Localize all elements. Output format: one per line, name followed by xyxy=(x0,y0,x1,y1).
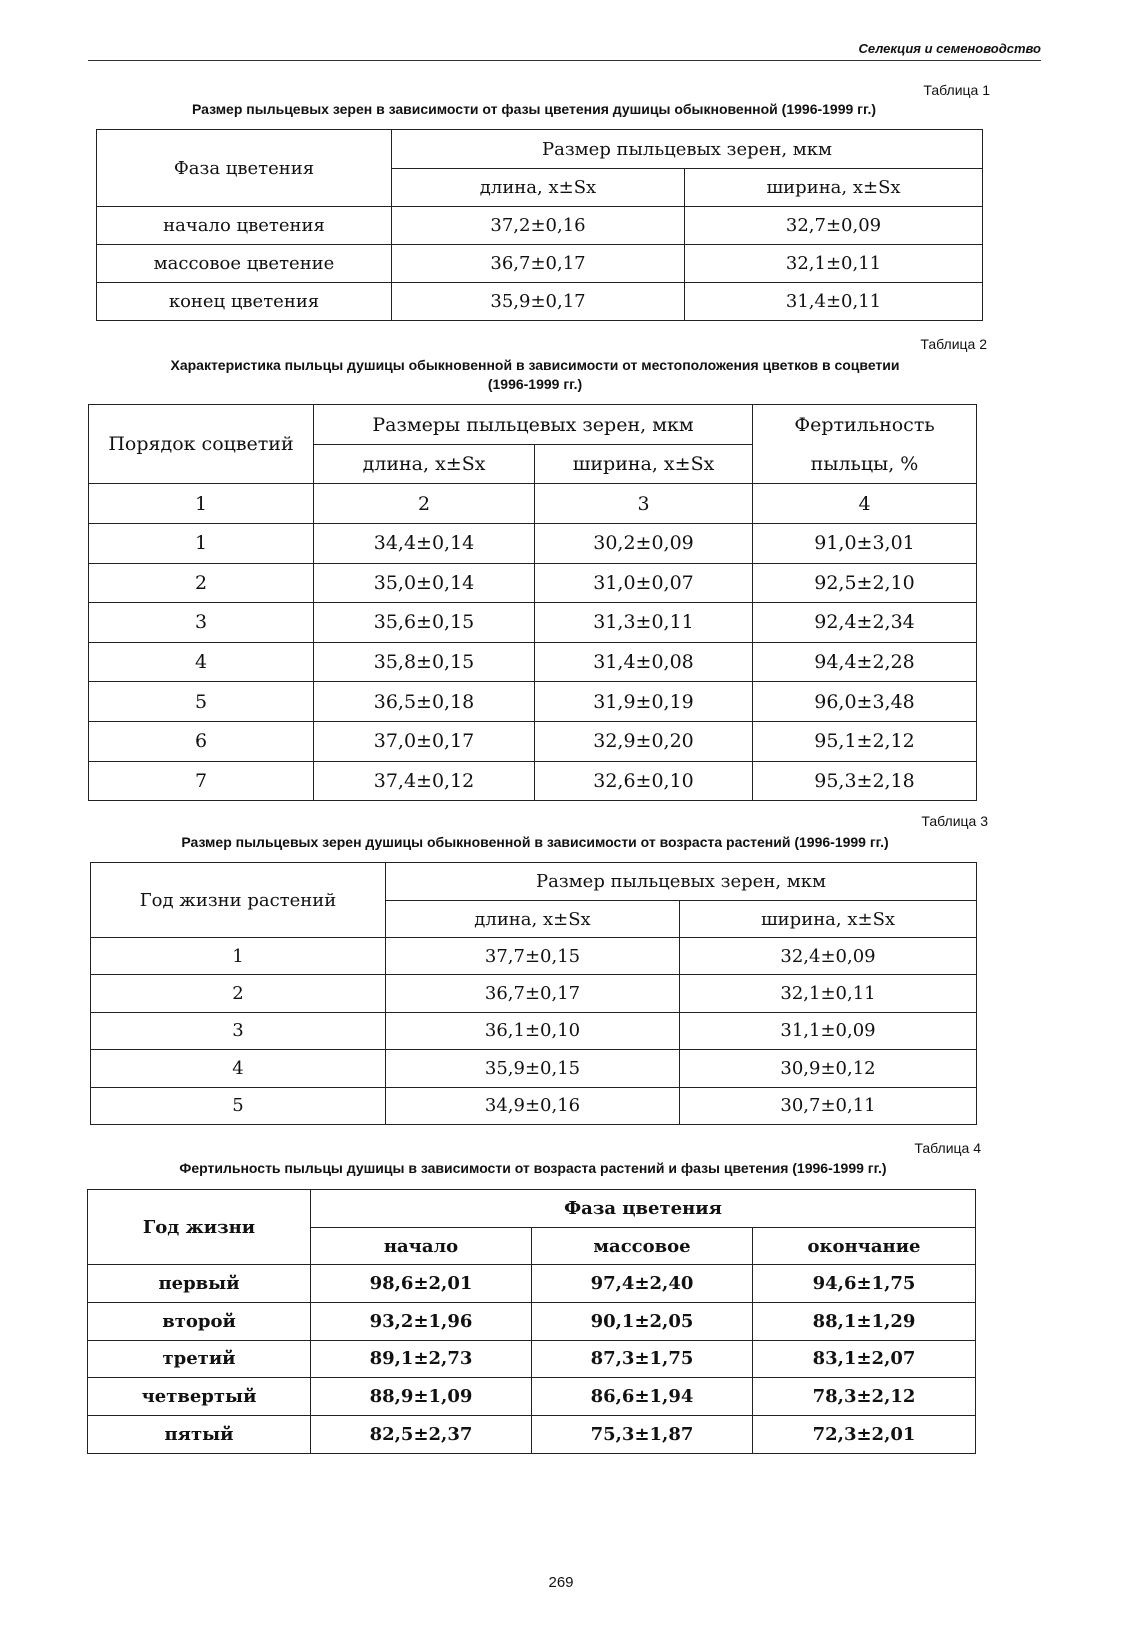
table1-header-phase: Фаза цветения xyxy=(97,130,392,207)
table-row xyxy=(89,603,977,643)
table-row xyxy=(97,207,983,245)
table2-cell-order: 3 xyxy=(89,603,314,643)
table-row xyxy=(91,1050,977,1087)
table3-label: Таблица 3 xyxy=(921,813,988,829)
table4 xyxy=(87,1189,976,1454)
table2-title-line1: Характеристика пыльцы душицы обыкновенной в зависимости от местоположения цветков в соцветии xyxy=(170,357,900,373)
table3 xyxy=(90,862,977,1125)
table2-cell-order: 6 xyxy=(89,721,314,761)
table4-cell-mass: 86,6±1,94 xyxy=(532,1378,753,1416)
table4-cell-start: 93,2±1,96 xyxy=(311,1302,532,1340)
table2-header-fertility-line2: пыльцы, % xyxy=(753,445,977,484)
table2-cell-order: 2 xyxy=(89,563,314,603)
table4-cell-end: 94,6±1,75 xyxy=(753,1265,976,1303)
table-row xyxy=(89,761,977,801)
table2-header-width: ширина, x±Sx xyxy=(535,445,753,484)
table4-cell-mass: 90,1±2,05 xyxy=(532,1302,753,1340)
table2-cell-width: 30,2±0,09 xyxy=(535,524,753,564)
table3-cell-length: 36,1±0,10 xyxy=(386,1012,680,1049)
table1-header-width: ширина, x±Sx xyxy=(685,169,983,207)
table2-cell-width: 31,0±0,07 xyxy=(535,563,753,603)
table1 xyxy=(96,129,983,321)
table2-cell-width: 32,6±0,10 xyxy=(535,761,753,801)
table2-cell-fertility: 91,0±3,01 xyxy=(753,524,977,564)
table-row xyxy=(89,642,977,682)
table4-cell-year: первый xyxy=(88,1265,311,1303)
table4-cell-end: 72,3±2,01 xyxy=(753,1416,976,1454)
table3-cell-length: 34,9±0,16 xyxy=(386,1087,680,1124)
table-row xyxy=(89,484,977,524)
table3-cell-year: 4 xyxy=(91,1050,386,1087)
table2-cell-length: 35,6±0,15 xyxy=(314,603,535,643)
table-row xyxy=(91,975,977,1012)
table3-cell-length: 36,7±0,17 xyxy=(386,975,680,1012)
table-row xyxy=(89,563,977,603)
table1-cell-phase: конец цветения xyxy=(97,283,392,321)
table2-colnum: 3 xyxy=(535,484,753,524)
table-row xyxy=(91,1087,977,1124)
table4-cell-start: 88,9±1,09 xyxy=(311,1378,532,1416)
table3-header-year: Год жизни растений xyxy=(91,863,386,938)
table4-cell-start: 98,6±2,01 xyxy=(311,1265,532,1303)
table4-header-phase: Фаза цветения xyxy=(311,1190,976,1228)
table4-cell-start: 89,1±2,73 xyxy=(311,1340,532,1378)
table2-header-fertility-line1: Фертильность xyxy=(753,405,977,445)
table3-cell-width: 30,9±0,12 xyxy=(680,1050,977,1087)
table-row xyxy=(97,283,983,321)
table4-cell-end: 83,1±2,07 xyxy=(753,1340,976,1378)
table4-cell-year: пятый xyxy=(88,1416,311,1454)
table-row xyxy=(88,1378,976,1416)
table3-header-length: длина, x±Sx xyxy=(386,901,680,938)
table2-cell-order: 7 xyxy=(89,761,314,801)
table3-cell-width: 31,1±0,09 xyxy=(680,1012,977,1049)
table2-cell-fertility: 94,4±2,28 xyxy=(753,642,977,682)
table2-cell-width: 32,9±0,20 xyxy=(535,721,753,761)
table-row xyxy=(88,1302,976,1340)
page-number: 269 xyxy=(548,1574,574,1591)
table2-label: Таблица 2 xyxy=(920,336,987,352)
table2-cell-length: 36,5±0,18 xyxy=(314,682,535,722)
table2-header-length: длина, x±Sx xyxy=(314,445,535,484)
table1-cell-length: 37,2±0,16 xyxy=(392,207,685,245)
table2-cell-fertility: 92,4±2,34 xyxy=(753,603,977,643)
table3-cell-year: 3 xyxy=(91,1012,386,1049)
table1-cell-length: 36,7±0,17 xyxy=(392,245,685,283)
table3-cell-width: 30,7±0,11 xyxy=(680,1087,977,1124)
table-row xyxy=(89,682,977,722)
table-row xyxy=(89,524,977,564)
table4-header-mass: массовое xyxy=(532,1228,753,1265)
table2-colnum: 2 xyxy=(314,484,535,524)
table3-cell-width: 32,1±0,11 xyxy=(680,975,977,1012)
table4-header-end: окончание xyxy=(753,1228,976,1265)
table2-cell-length: 37,0±0,17 xyxy=(314,721,535,761)
table2-cell-width: 31,9±0,19 xyxy=(535,682,753,722)
table2-cell-order: 1 xyxy=(89,524,314,564)
table2-header-sizes: Размеры пыльцевых зерен, мкм xyxy=(314,405,753,445)
table4-cell-mass: 75,3±1,87 xyxy=(532,1416,753,1454)
table3-title: Размер пыльцевых зерен душицы обыкновенной в зависимости от возраста растений (1996-1999 гг.) xyxy=(181,834,889,850)
table3-header-width: ширина, x±Sx xyxy=(680,901,977,938)
table2-cell-fertility: 96,0±3,48 xyxy=(753,682,977,722)
table2-cell-length: 35,8±0,15 xyxy=(314,642,535,682)
table4-header-year: Год жизни xyxy=(88,1190,311,1265)
table1-cell-length: 35,9±0,17 xyxy=(392,283,685,321)
table1-cell-phase: массовое цветение xyxy=(97,245,392,283)
table4-cell-mass: 97,4±2,40 xyxy=(532,1265,753,1303)
table1-cell-phase: начало цветения xyxy=(97,207,392,245)
table3-cell-year: 2 xyxy=(91,975,386,1012)
table-row xyxy=(88,1340,976,1378)
table4-cell-end: 88,1±1,29 xyxy=(753,1302,976,1340)
table2-header-order: Порядок соцветий xyxy=(89,405,314,484)
table3-header-size: Размер пыльцевых зерен, мкм xyxy=(386,863,977,901)
table2-cell-length: 34,4±0,14 xyxy=(314,524,535,564)
table1-cell-width: 32,7±0,09 xyxy=(685,207,983,245)
table4-cell-year: второй xyxy=(88,1302,311,1340)
table4-label: Таблица 4 xyxy=(914,1140,981,1156)
table1-cell-width: 31,4±0,11 xyxy=(685,283,983,321)
table4-header-start: начало xyxy=(311,1228,532,1265)
table2-cell-length: 37,4±0,12 xyxy=(314,761,535,801)
table3-cell-length: 35,9±0,15 xyxy=(386,1050,680,1087)
table-row xyxy=(97,245,983,283)
table-row xyxy=(91,938,977,975)
table2 xyxy=(88,404,977,801)
table-row xyxy=(88,1265,976,1303)
table4-title: Фертильность пыльцы душицы в зависимости от возраста растений и фазы цветения (1996-1999 гг.) xyxy=(179,1160,887,1176)
table1-cell-width: 32,1±0,11 xyxy=(685,245,983,283)
table-row xyxy=(91,1012,977,1049)
table4-cell-year: третий xyxy=(88,1340,311,1378)
running-header: Селекция и семеноводство xyxy=(88,40,1041,61)
table4-cell-start: 82,5±2,37 xyxy=(311,1416,532,1454)
table-row xyxy=(89,721,977,761)
table2-title-line2: (1996-1999 гг.) xyxy=(487,376,583,392)
table2-cell-width: 31,3±0,11 xyxy=(535,603,753,643)
table-row xyxy=(88,1416,976,1454)
table3-cell-year: 5 xyxy=(91,1087,386,1124)
table2-cell-order: 5 xyxy=(89,682,314,722)
table4-cell-year: четвертый xyxy=(88,1378,311,1416)
table2-cell-width: 31,4±0,08 xyxy=(535,642,753,682)
table2-cell-fertility: 95,3±2,18 xyxy=(753,761,977,801)
table2-cell-length: 35,0±0,14 xyxy=(314,563,535,603)
table3-cell-year: 1 xyxy=(91,938,386,975)
table1-header-size: Размер пыльцевых зерен, мкм xyxy=(392,130,983,169)
table3-cell-width: 32,4±0,09 xyxy=(680,938,977,975)
table4-cell-end: 78,3±2,12 xyxy=(753,1378,976,1416)
table2-cell-order: 4 xyxy=(89,642,314,682)
table2-colnum: 4 xyxy=(753,484,977,524)
table1-title: Размер пыльцевых зерен в зависимости от фазы цветения душицы обыкновенной (1996-1999 гг.) xyxy=(191,101,876,117)
table2-cell-fertility: 95,1±2,12 xyxy=(753,721,977,761)
table3-cell-length: 37,7±0,15 xyxy=(386,938,680,975)
table1-label: Таблица 1 xyxy=(923,82,990,98)
table2-colnum: 1 xyxy=(89,484,314,524)
table2-cell-fertility: 92,5±2,10 xyxy=(753,563,977,603)
table4-cell-mass: 87,3±1,75 xyxy=(532,1340,753,1378)
table1-header-length: длина, x±Sx xyxy=(392,169,685,207)
